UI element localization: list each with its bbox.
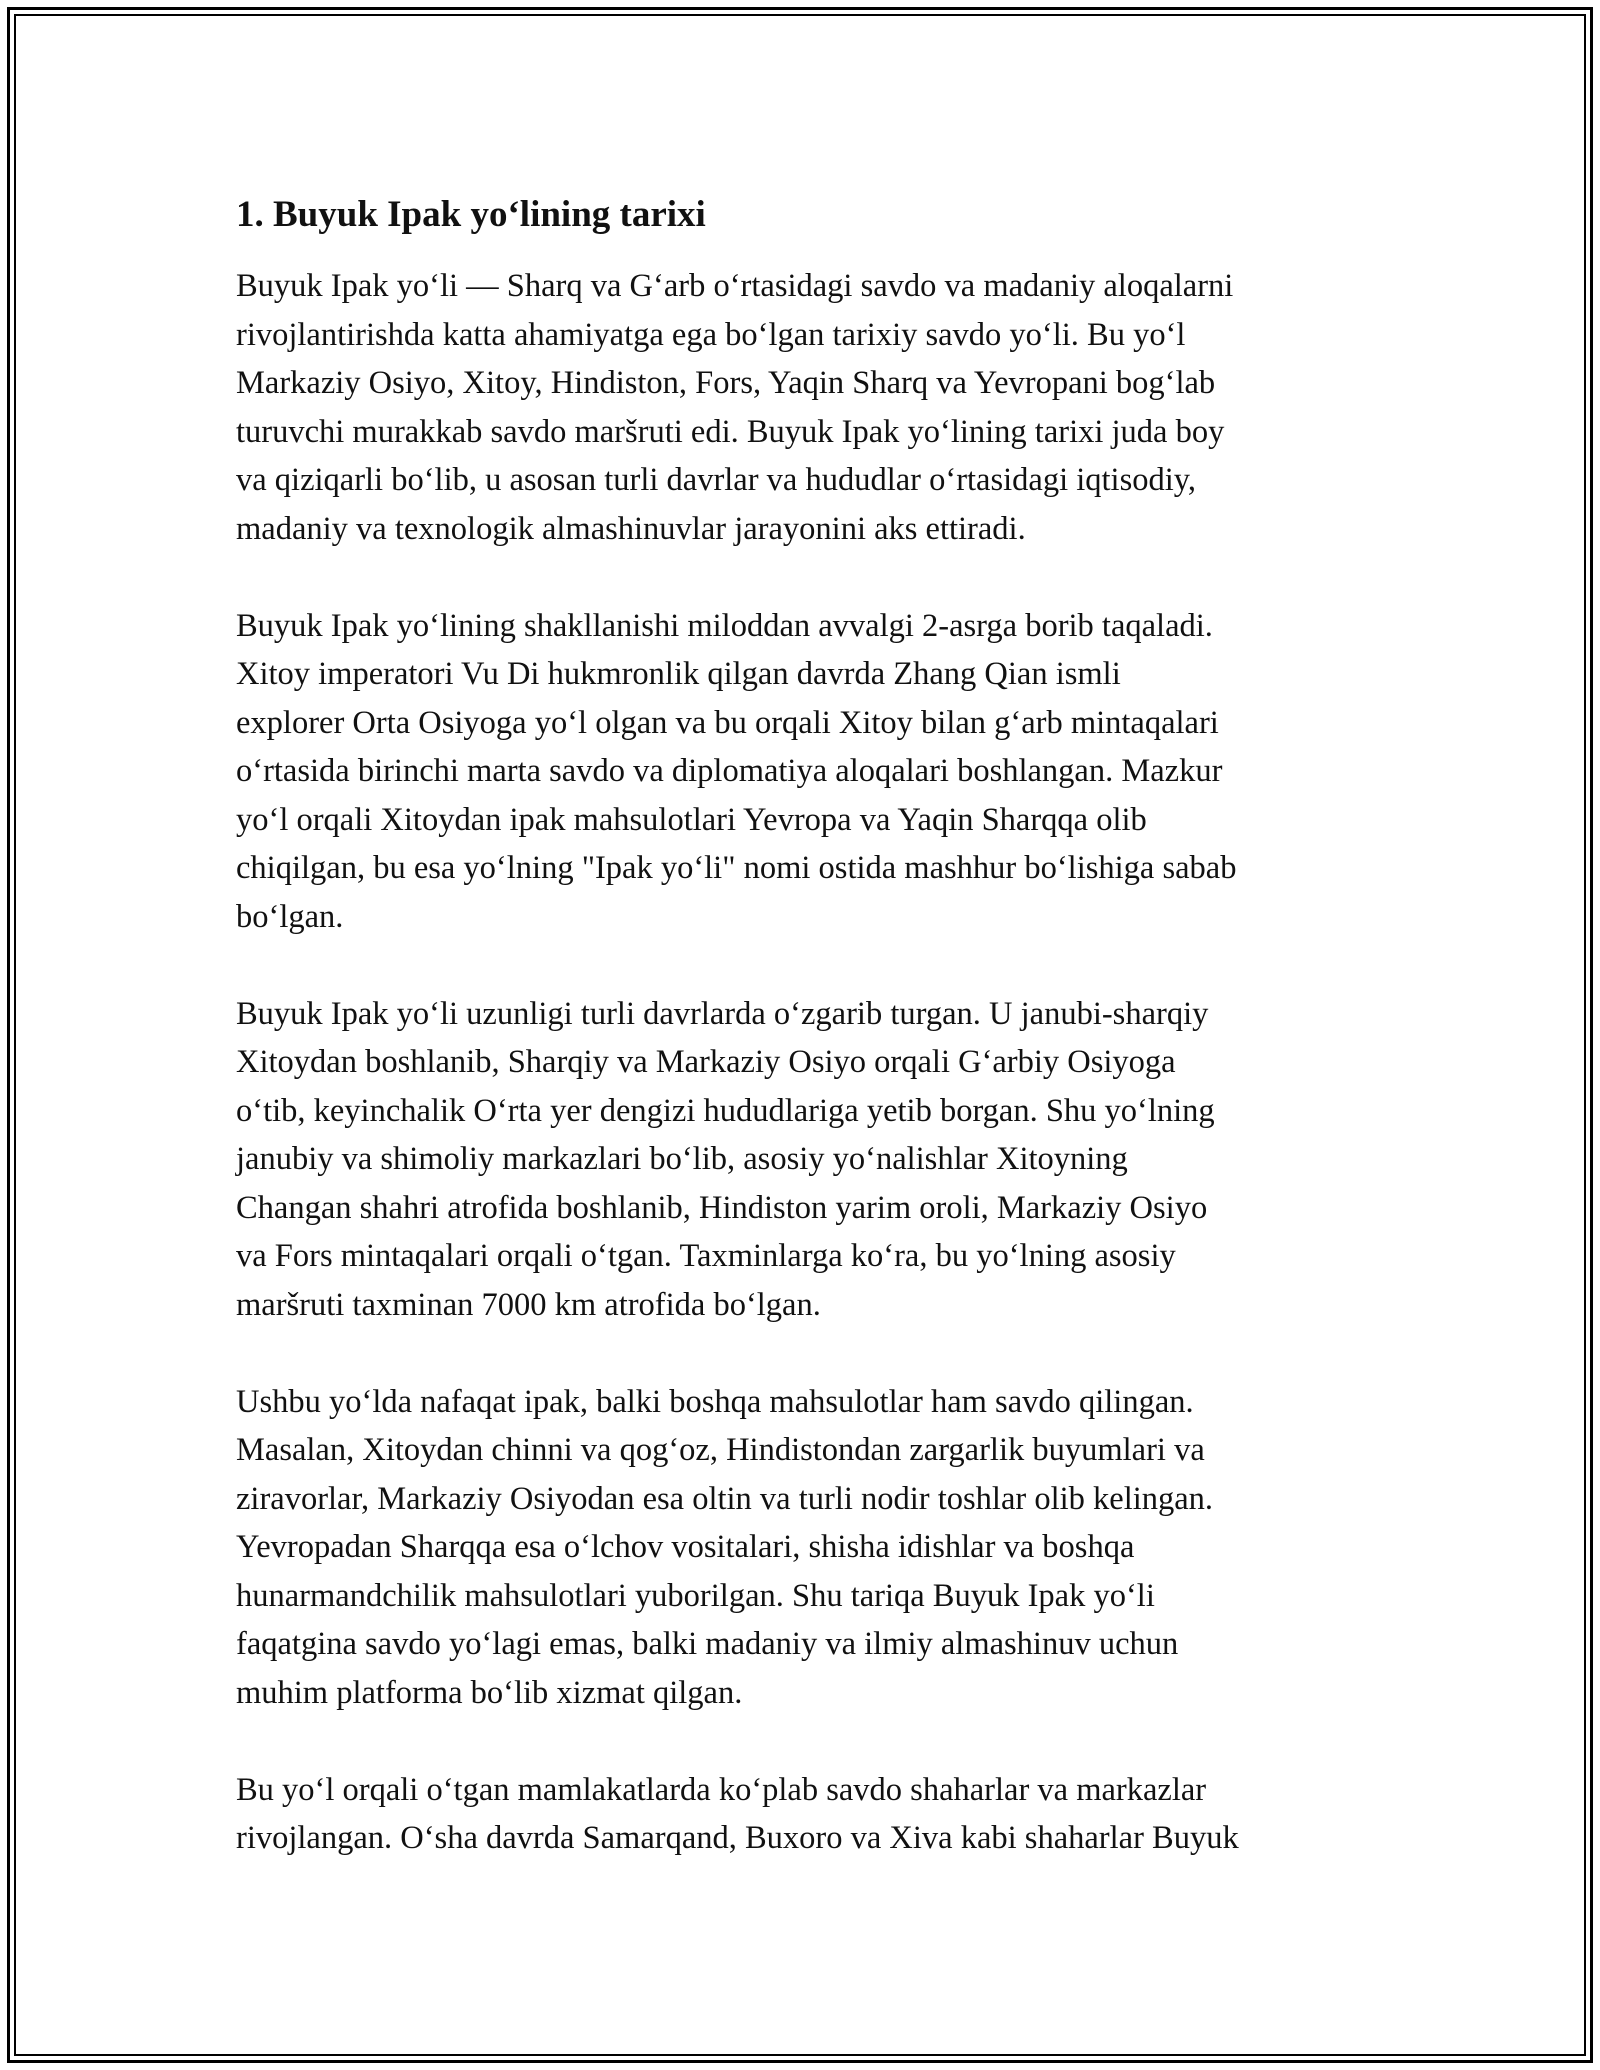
paragraph-introduction: Buyuk Ipak yo‘li — Sharq va G‘arb o‘rtasidagi savdo va madaniy aloqalarni rivojlantirishda katta ahamiyatga ega bo‘lgan tarixiy savdo yo‘li. Bu yo‘l Markaziy Osiyo, Xitoy, Hindiston, Fors, Yaqin Sharq va Yevropani bog‘lab turuvchi murakkab savdo maršruti edi. Buyuk Ipak yo‘lining tarixi juda boy va qiziqarli bo‘lib, u asosan turli davrlar va hududlar o‘rtasidagi iqtisodiy, madaniy va texnologik almashinuvlar jarayonini aks ettiradi. (236, 268, 1234, 547)
paragraph-route-length: Buyuk Ipak yo‘li uzunligi turli davrlarda o‘zgarib turgan. U janubi-sharqiy Xitoydan boshlanib, Sharqiy va Markaziy Osiyo orqali G‘arbiy Osiyoga o‘tib, keyinchalik O‘rta yer dengizi hududlariga yetib borgan. Shu yo‘lning janubiy va shimoliy markazlari bo‘lib, asosiy yo‘nalishlar Xitoyning Changan shahri atrofida boshlanib, Hindiston yarim oroli, Markaziy Osiyo va Fors mintaqalari orqali o‘tgan. Taxminlarga ko‘ra, bu yo‘lning asosiy maršruti taxminan 7000 km atrofida bo‘lgan. (236, 995, 1215, 1323)
document-body (236, 186, 1376, 1863)
paragraph-trade-cities: Bu yo‘l orqali o‘tgan mamlakatlarda ko‘plab savdo shaharlar va markazlar rivojlangan. O‘sha davrda Samarqand, Buxoro va Xiva kabi shaharlar Buyuk (236, 1771, 1239, 1856)
section-heading: 1. Buyuk Ipak yo‘lining tarixi (236, 194, 706, 235)
paragraph-trade-goods: Ushbu yo‘lda nafaqat ipak, balki boshqa mahsulotlar ham savdo qilingan. Masalan, Xitoydan chinni va qog‘oz, Hindistondan zargarlik buyumlari va ziravorlar, Markaziy Osiyodan esa oltin va turli nodir toshlar olib kelingan. Yevropadan Sharqqa esa o‘lchov vositalari, shisha idishlar va boshqa hunarmandchilik mahsulotlari yuborilgan. Shu tariqa Buyuk Ipak yo‘li faqatgina savdo yo‘lagi emas, balki madaniy va ilmiy almashinuv uchun muhim platforma bo‘lib xizmat qilgan. (236, 1383, 1214, 1711)
paragraph-origins: Buyuk Ipak yo‘lining shakllanishi miloddan avvalgi 2-asrga borib taqaladi. Xitoy imperatori Vu Di hukmronlik qilgan davrda Zhang Qian ismli explorer Orta Osiyoga yo‘l olgan va bu orqali Xitoy bilan g‘arb mintaqalari o‘rtasida birinchi marta savdo va diplomatiya aloqalari boshlangan. Mazkur yo‘l orqali Xitoydan ipak mahsulotlari Yevropa va Yaqin Sharqqa olib chiqilgan, bu esa yo‘lning "Ipak yo‘li" nomi ostida mashhur bo‘lishiga sabab bo‘lgan. (236, 607, 1237, 935)
